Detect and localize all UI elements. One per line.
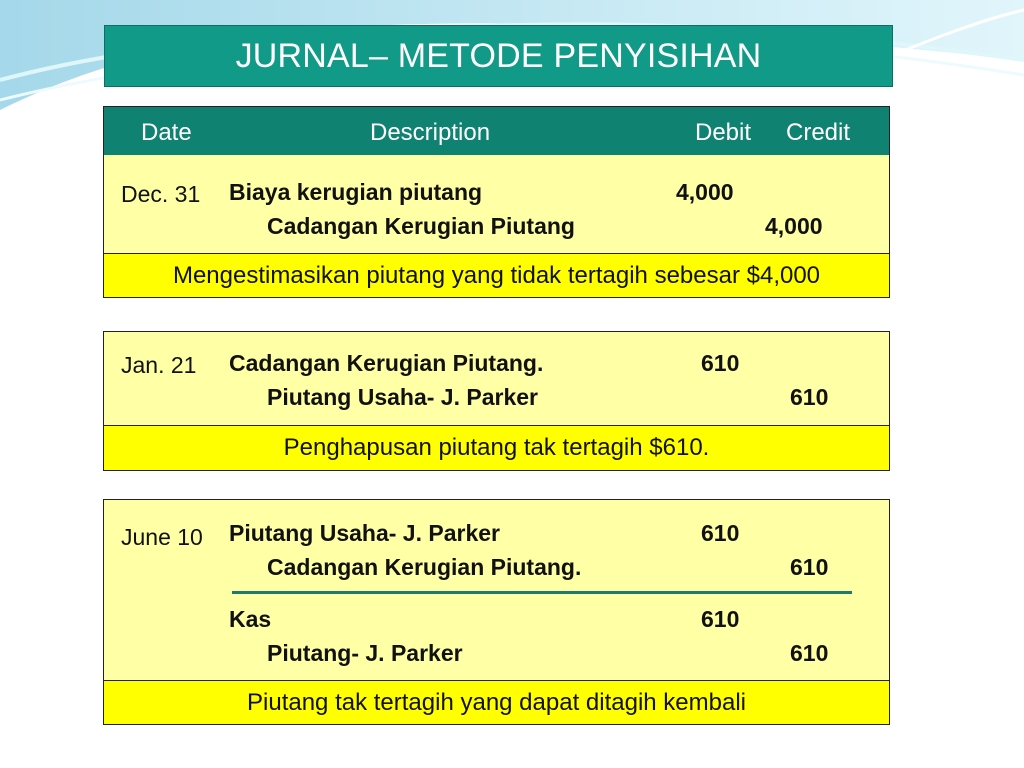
debit-amount: 610 (701, 350, 740, 376)
entry-note: Piutang tak tertagih yang dapat ditagih kembali (104, 680, 889, 724)
debit-account: Kas (229, 606, 272, 632)
entry-date: Dec. 31 (121, 181, 201, 207)
credit-account: Cadangan Kerugian Piutang. (267, 554, 582, 580)
debit-amount: 610 (701, 520, 740, 546)
credit-amount: 610 (790, 554, 829, 580)
header-credit: Credit (786, 119, 851, 146)
entry-note: Mengestimasikan piutang yang tidak tertagih sebesar $4,000 (104, 253, 889, 297)
debit-amount: 610 (701, 606, 740, 632)
debit-account: Biaya kerugian piutang (229, 179, 483, 205)
debit-amount: 4,000 (676, 179, 734, 205)
journal-table-3 (103, 499, 890, 725)
credit-account: Piutang- J. Parker (267, 640, 463, 666)
entry-note: Penghapusan piutang tak tertagih $610. (104, 425, 889, 470)
debit-account: Piutang Usaha- J. Parker (229, 520, 500, 546)
header-debit: Debit (695, 119, 752, 146)
credit-account: Piutang Usaha- J. Parker (267, 384, 538, 410)
slide-title: JURNAL– METODE PENYISIHAN (104, 25, 893, 87)
credit-amount: 610 (790, 384, 829, 410)
entry-date: Jan. 21 (121, 352, 197, 378)
credit-amount: 610 (790, 640, 829, 666)
header-description: Description (370, 119, 491, 146)
table-header (104, 107, 889, 155)
credit-account: Cadangan Kerugian Piutang (267, 213, 575, 239)
journal-table-2 (103, 331, 890, 471)
debit-account: Cadangan Kerugian Piutang. (229, 350, 544, 376)
entry-date: June 10 (121, 524, 203, 550)
credit-amount: 4,000 (765, 213, 823, 239)
journal-table-1 (103, 106, 890, 298)
header-date: Date (141, 119, 192, 146)
entry-divider (232, 591, 852, 594)
